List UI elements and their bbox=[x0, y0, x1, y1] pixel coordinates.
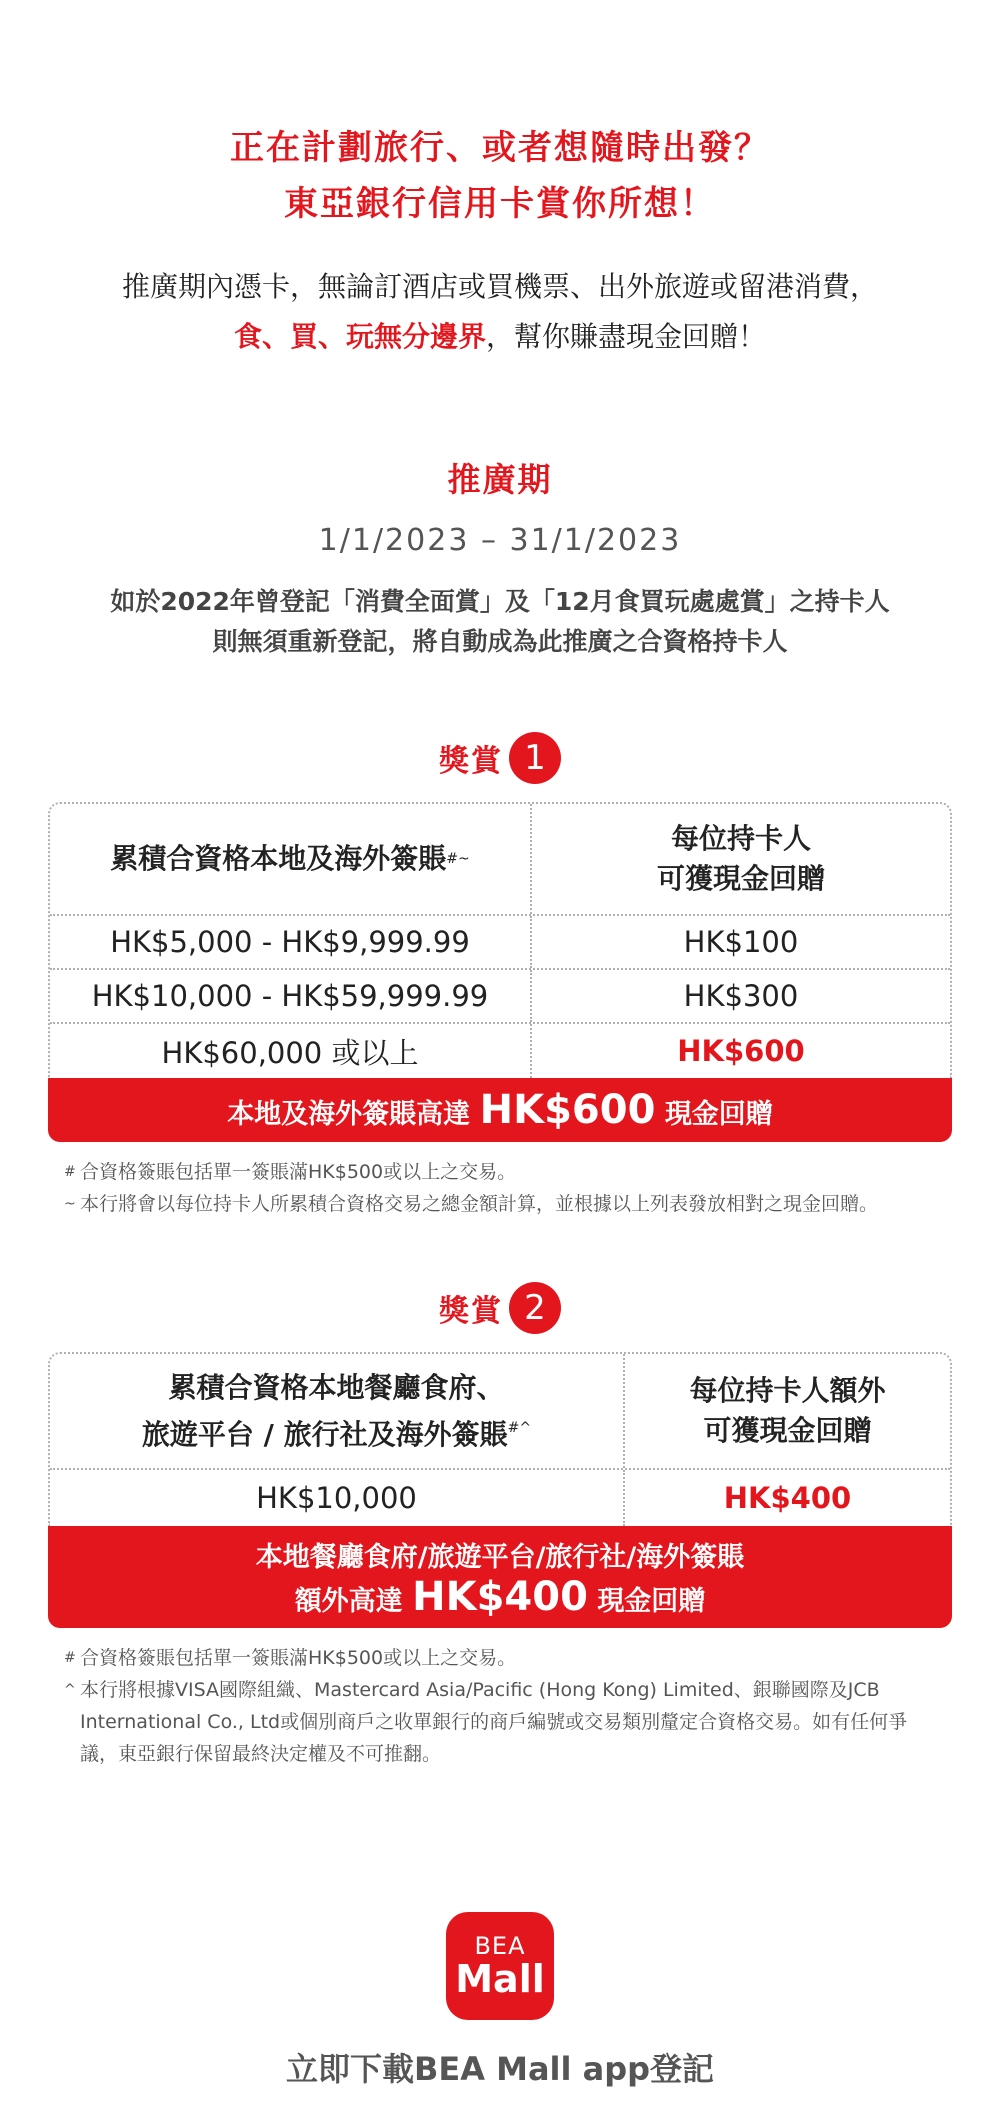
reward-2-header-cashback-line-1: 每位持卡人額外 bbox=[689, 1374, 886, 1407]
footnote-mark: # bbox=[64, 1650, 76, 1666]
reward-2-header-spend bbox=[50, 1354, 625, 1468]
reward-2-table bbox=[48, 1352, 952, 1526]
app-download-section bbox=[0, 1912, 1000, 2090]
cashback-cell: HK$600 bbox=[677, 1034, 805, 1068]
intro-highlight: 食、買、玩無分邊界 bbox=[233, 320, 486, 353]
reward-1-header-spend-marks: #~ bbox=[446, 851, 470, 867]
footnote-text: 本行將會以每位持卡人所累積合資格交易之總金額計算，並根據以上列表發放相對之現金回贈。 bbox=[80, 1193, 879, 1215]
table-row bbox=[50, 970, 950, 1024]
footnote-mark: ~ bbox=[64, 1196, 76, 1212]
reward-2-header-spend-marks: #^ bbox=[507, 1419, 532, 1436]
footnote bbox=[64, 1674, 938, 1770]
spend-cell: HK$5,000 - HK$9,999.99 bbox=[50, 916, 532, 968]
reward-2-number-badge: 2 bbox=[509, 1282, 561, 1334]
reward-1-banner-suffix: 現金回贈 bbox=[664, 1099, 773, 1130]
footnote-text: 本行將根據VISA國際組織、Mastercard Asia/Pacific (Hong Kong) Limited、銀聯國際及JCB International Co., Ltd或個別商戶之收單銀行的商戶編號或交易類別釐定合資格交易。如有任何爭議，東亞銀行保留最終決定權及不可推翻。 bbox=[80, 1679, 908, 1765]
registration-note bbox=[0, 582, 1000, 662]
reward-1-header-spend bbox=[50, 804, 532, 914]
reward-2-banner-suffix: 現金回贈 bbox=[597, 1585, 706, 1617]
footnote bbox=[64, 1156, 938, 1188]
reward-2-banner-amount: HK$400 bbox=[412, 1573, 588, 1620]
intro-rest: ，幫你賺盡現金回贈！ bbox=[486, 320, 767, 353]
reward-1-header-cashback bbox=[532, 804, 950, 914]
registration-note-line-2: 則無須重新登記，將自動成為此推廣之合資格持卡人 bbox=[212, 627, 788, 656]
reward-2-header-cashback-line-2: 可獲現金回贈 bbox=[703, 1414, 872, 1447]
footnote bbox=[64, 1642, 938, 1674]
footnote-text: 合資格簽賬包括單一簽賬滿HK$500或以上之交易。 bbox=[80, 1647, 517, 1669]
cashback-cell: HK$100 bbox=[683, 925, 799, 959]
reward-1-header-row bbox=[50, 804, 950, 916]
reward-1-footnotes bbox=[64, 1156, 938, 1220]
reward-1-heading bbox=[0, 732, 1000, 784]
reward-1-section bbox=[0, 732, 1000, 1220]
intro-line-2 bbox=[0, 312, 1000, 362]
reward-1-banner-amount: HK$600 bbox=[479, 1087, 656, 1133]
promotion-title: 推廣期 bbox=[447, 460, 553, 499]
reward-2-banner-line-2 bbox=[48, 1574, 952, 1620]
spend-cell: HK$60,000 或以上 bbox=[50, 1024, 532, 1078]
reward-1-header-cashback-line-2: 可獲現金回贈 bbox=[656, 862, 825, 895]
footnote bbox=[64, 1188, 938, 1220]
reward-1-banner-prefix: 本地及海外簽賬高達 bbox=[227, 1099, 471, 1130]
reward-2-heading bbox=[0, 1282, 1000, 1334]
headline-line-2: 東亞銀行信用卡賞你所想！ bbox=[284, 184, 716, 224]
app-logo-line-1: BEA bbox=[474, 1932, 526, 1960]
intro-line-1: 推廣期內憑卡，無論訂酒店或買機票、出外旅遊或留港消費， bbox=[121, 270, 878, 303]
cashback-cell: HK$400 bbox=[723, 1481, 852, 1515]
reward-2-header-row bbox=[50, 1354, 950, 1470]
reward-2-header-spend-line-2: 旅遊平台 / 旅行社及海外簽賬 bbox=[141, 1417, 508, 1451]
footnote-mark: # bbox=[64, 1164, 76, 1180]
download-app-cta[interactable]: 立即下載BEA Mall app登記 bbox=[285, 2050, 715, 2088]
app-logo-line-2: Mall bbox=[455, 1957, 545, 2001]
footnote-text: 合資格簽賬包括單一簽賬滿HK$500或以上之交易。 bbox=[80, 1161, 517, 1183]
reward-1-header-spend-label: 累積合資格本地及海外簽賬 bbox=[110, 842, 447, 875]
promotion-period-section bbox=[0, 454, 1000, 662]
spend-cell: HK$10,000 - HK$59,999.99 bbox=[50, 970, 532, 1022]
spend-cell: HK$10,000 bbox=[50, 1470, 625, 1526]
reward-1-banner-text bbox=[48, 1087, 952, 1133]
reward-2-section bbox=[0, 1282, 1000, 1770]
reward-2-header-cashback bbox=[625, 1354, 950, 1468]
cashback-cell: HK$300 bbox=[683, 979, 799, 1013]
reward-2-footnotes bbox=[64, 1642, 938, 1770]
intro-text bbox=[0, 262, 1000, 362]
bea-mall-app-icon[interactable] bbox=[446, 1912, 554, 2020]
registration-note-line-1: 如於2022年曾登記「消費全面賞」及「12月食買玩處處賞」之持卡人 bbox=[110, 587, 890, 616]
reward-2-banner bbox=[48, 1526, 952, 1628]
table-row bbox=[50, 1470, 950, 1526]
reward-2-label: 獎賞 bbox=[439, 1294, 503, 1329]
hero-section bbox=[0, 0, 1000, 362]
footnote-mark: ^ bbox=[64, 1682, 76, 1698]
reward-1-header-cashback-line-1: 每位持卡人 bbox=[670, 822, 811, 855]
reward-2-header-spend-line-2-wrap bbox=[142, 1408, 531, 1455]
headline-line-1: 正在計劃旅行、或者想隨時出發？ bbox=[230, 128, 770, 168]
reward-2-header-spend-line-1: 累積合資格本地餐廳食府、 bbox=[168, 1370, 505, 1404]
promotion-dates: 1/1/2023 – 31/1/2023 bbox=[318, 523, 682, 558]
table-row bbox=[50, 916, 950, 970]
reward-1-table bbox=[48, 802, 952, 1078]
table-row bbox=[50, 1024, 950, 1078]
reward-2-banner-prefix: 額外高達 bbox=[294, 1585, 403, 1617]
reward-1-number-badge: 1 bbox=[509, 732, 561, 784]
reward-2-banner-line-1: 本地餐廳食府/旅遊平台/旅行社/海外簽賬 bbox=[255, 1541, 745, 1573]
reward-1-banner bbox=[48, 1078, 952, 1142]
reward-1-label: 獎賞 bbox=[439, 744, 503, 779]
